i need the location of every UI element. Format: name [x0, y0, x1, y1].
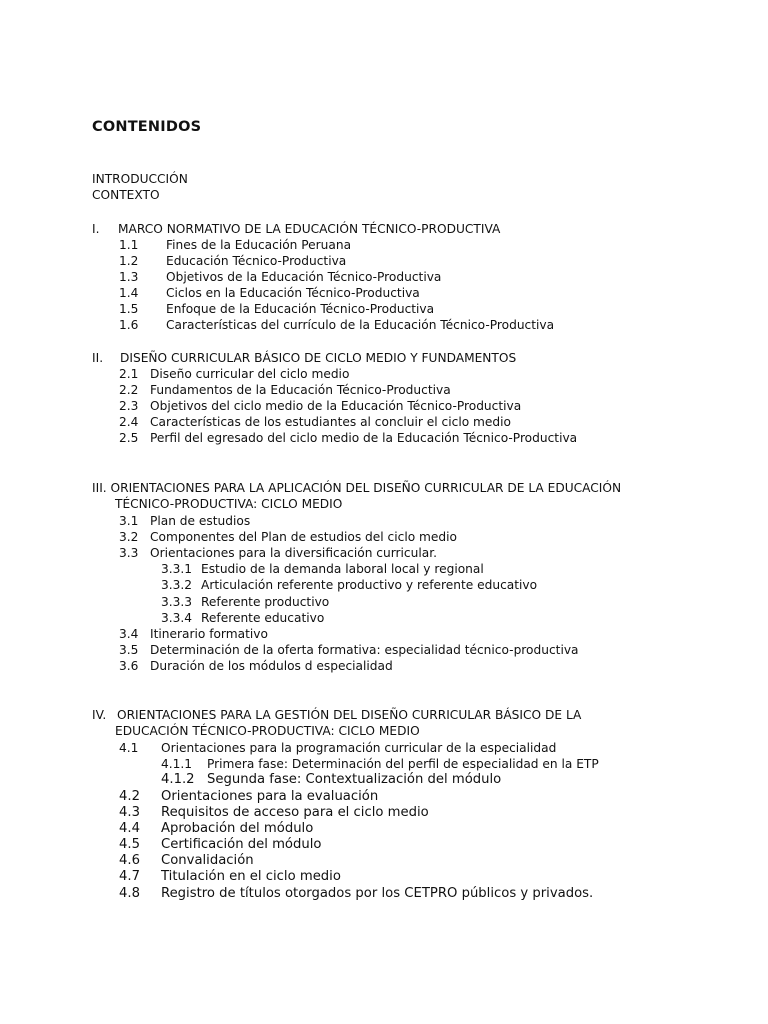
toc-subitem [161, 561, 484, 577]
item-text: Objetivos de la Educación Técnico-Productiva [166, 270, 442, 284]
item-text: Referente productivo [201, 595, 330, 609]
toc-item [119, 837, 321, 853]
item-number: 4.1 [119, 741, 139, 755]
item-number: 1.4 [119, 286, 139, 300]
toc-item [119, 317, 554, 333]
toc-item [119, 853, 254, 869]
toc-item [119, 886, 593, 902]
item-text: Duración de los módulos d especialidad [150, 659, 393, 673]
toc-item [119, 805, 429, 821]
section-heading-continued: EDUCACIÓN TÉCNICO-PRODUCTIVA: CICLO MEDIO [115, 724, 420, 738]
item-number: 4.8 [119, 886, 140, 901]
item-number: 2.4 [119, 415, 139, 429]
item-text: Diseño curricular del ciclo medio [150, 367, 350, 381]
item-number: 1.3 [119, 270, 139, 284]
toc-item [119, 253, 346, 269]
item-text: Orientaciones para la programación curricular de la especialidad [161, 741, 557, 755]
toc-subitem [161, 756, 599, 772]
toc-item [119, 513, 250, 529]
item-text: Educación Técnico-Productiva [166, 254, 347, 268]
section-heading: III. ORIENTACIONES PARA LA APLICACIÓN DEL DISEÑO CURRICULAR DE LA EDUCACIÓN [92, 481, 622, 495]
item-number: 1.5 [119, 302, 139, 316]
item-text: Orientaciones para la diversificación curricular. [150, 546, 437, 560]
item-text: Aprobación del módulo [161, 821, 314, 836]
item-number: 3.3.2 [161, 578, 193, 592]
item-number: 3.6 [119, 659, 139, 673]
item-number: 2.3 [119, 399, 139, 413]
item-text: Requisitos de acceso para el ciclo medio [161, 805, 429, 820]
section-number: I. [92, 222, 100, 236]
item-text: Itinerario formativo [150, 627, 268, 641]
toc-item [119, 414, 511, 430]
item-text: Perfil del egresado del ciclo medio de la Educación Técnico-Productiva [150, 431, 578, 445]
section-title: DISEÑO CURRICULAR BÁSICO DE CICLO MEDIO Y FUNDAMENTOS [120, 351, 517, 365]
item-number: 3.3.4 [161, 611, 193, 625]
item-text: Componentes del Plan de estudios del ciclo medio [150, 530, 457, 544]
item-text: Plan de estudios [150, 514, 251, 528]
item-number: 3.2 [119, 530, 139, 544]
item-number: 3.3 [119, 546, 139, 560]
item-text: Segunda fase: Contextualización del módulo [207, 772, 502, 787]
item-text: Articulación referente productivo y referente educativo [201, 578, 538, 592]
section-heading [92, 221, 500, 237]
toc-item [119, 237, 351, 253]
item-text: Titulación en el ciclo medio [161, 869, 341, 884]
toc-item [119, 658, 393, 674]
toc-item [119, 269, 441, 285]
item-number: 2.5 [119, 431, 139, 445]
item-text: Determinación de la oferta formativa: especialidad técnico-productiva [150, 643, 579, 657]
item-number: 3.3.1 [161, 562, 193, 576]
item-number: 4.6 [119, 853, 140, 868]
item-number: 1.6 [119, 318, 139, 332]
item-number: 3.3.3 [161, 595, 193, 609]
toc-item [119, 301, 434, 317]
section-number: IV. [92, 708, 107, 722]
toc-subitem [161, 610, 324, 626]
toc-item [119, 398, 521, 414]
toc-subitem [161, 594, 329, 610]
section-title: ORIENTACIONES PARA LA GESTIÓN DEL DISEÑO CURRICULAR BÁSICO DE LA [117, 708, 582, 722]
item-text: Características del currículo de la Educación Técnico-Productiva [166, 318, 555, 332]
toc-item [119, 529, 457, 545]
item-text: Orientaciones para la evaluación [161, 789, 379, 804]
item-text: Enfoque de la Educación Técnico-Productiva [166, 302, 435, 316]
toc-item [119, 366, 349, 382]
item-number: 3.5 [119, 643, 139, 657]
section-title: MARCO NORMATIVO DE LA EDUCACIÓN TÉCNICO-PRODUCTIVA [118, 222, 501, 236]
item-text: Registro de títulos otorgados por los CETPRO públicos y privados. [161, 886, 594, 901]
toc-item [119, 626, 268, 642]
item-number: 4.3 [119, 805, 140, 820]
toc-item [119, 285, 420, 301]
toc-subitem [161, 577, 537, 593]
toc-item [119, 430, 577, 446]
item-number: 4.5 [119, 837, 140, 852]
item-number: 4.7 [119, 869, 140, 884]
intro-item: CONTEXTO [92, 188, 160, 202]
toc-item [119, 740, 556, 756]
item-text: Certificación del módulo [161, 837, 322, 852]
item-number: 4.1.2 [161, 772, 195, 787]
item-number: 3.1 [119, 514, 139, 528]
item-number: 2.2 [119, 383, 139, 397]
item-number: 1.1 [119, 238, 139, 252]
toc-item [119, 545, 437, 561]
toc-subitem [161, 772, 501, 788]
section-heading-continued: TÉCNICO-PRODUCTIVA: CICLO MEDIO [115, 497, 343, 511]
item-text: Fundamentos de la Educación Técnico-Productiva [150, 383, 451, 397]
item-text: Características de los estudiantes al concluir el ciclo medio [150, 415, 511, 429]
section-heading [92, 350, 516, 366]
intro-item: INTRODUCCIÓN [92, 172, 188, 186]
toc-item [119, 821, 313, 837]
toc-item [119, 382, 451, 398]
section-number: II. [92, 351, 104, 365]
item-number: 4.2 [119, 789, 140, 804]
item-text: Fines de la Educación Peruana [166, 238, 352, 252]
item-text: Objetivos del ciclo medio de la Educación Técnico-Productiva [150, 399, 522, 413]
item-number: 4.4 [119, 821, 140, 836]
item-number: 2.1 [119, 367, 139, 381]
item-number: 1.2 [119, 254, 139, 268]
item-number: 4.1.1 [161, 757, 193, 771]
toc-item [119, 642, 579, 658]
item-text: Estudio de la demanda laboral local y regional [201, 562, 484, 576]
item-text: Convalidación [161, 853, 254, 868]
item-text: Primera fase: Determinación del perfil de especialidad en la ETP [207, 757, 599, 771]
item-number: 3.4 [119, 627, 139, 641]
item-text: Ciclos en la Educación Técnico-Productiva [166, 286, 420, 300]
toc-item [119, 789, 378, 805]
section-heading [92, 707, 581, 723]
toc-item [119, 869, 341, 885]
page-title: CONTENIDOS [92, 119, 202, 135]
item-text: Referente educativo [201, 611, 325, 625]
